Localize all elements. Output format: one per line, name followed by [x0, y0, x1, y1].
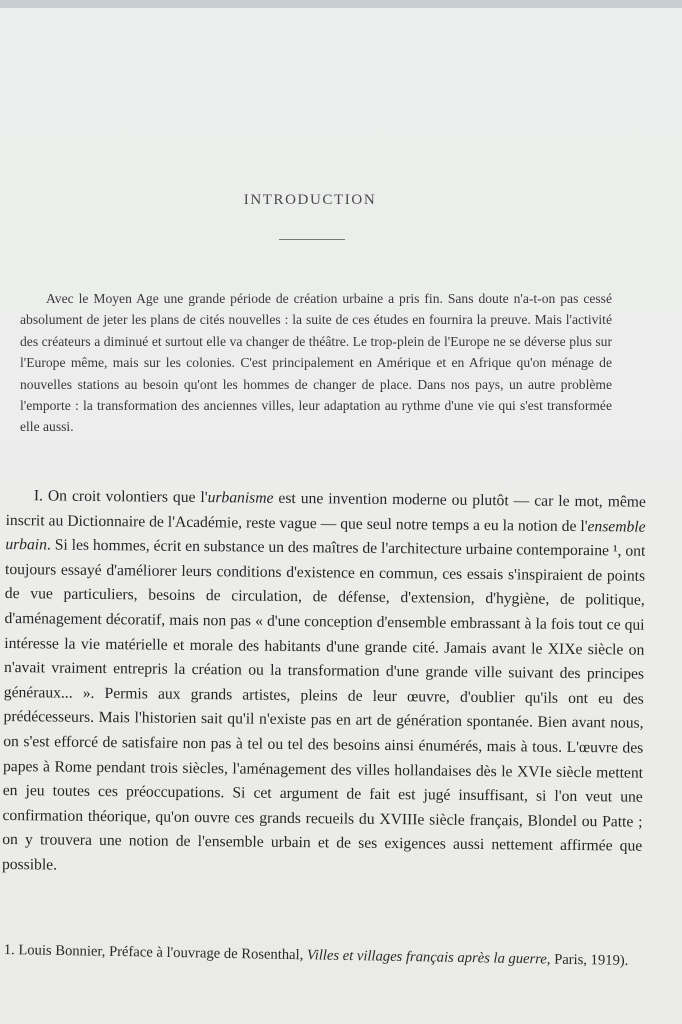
intro-paragraph: Avec le Moyen Age une grande période de création urbaine a pris fin. Sans doute n'a-t-on pas cessé absolument de jeter les plans de cités nouvelles : la suite de ces études en fournira la preuve. Mais l'activité des créateurs a diminué et surtout elle va changer de théâtre. Le trop-plein de l'Europe ne se déverse plus sur l'Europe même, mais sur les colonies. C'est principalement en Amérique et en Afrique qu'on ménage de nouvelles stations au besoin qu'ont les hommes de changer de place. Dans nos pays, un autre problème l'emporte : la transformation des anciennes villes, leur adaptation au rythme d'une vie qui s'est transformée elle aussi. [20, 291, 612, 435]
title-rule [279, 239, 345, 240]
footnote [4, 940, 660, 971]
book-page [0, 8, 682, 1024]
footnote-text-1: 1. Louis Bonnier, Préface à l'ouvrage de Rosenthal, [3, 941, 308, 964]
body-paragraph [2, 484, 646, 884]
body-text-2: est une invention moderne ou plutôt — car le mot, même inscrit au Dictionnaire de l'Académie, reste vague — que seul notre temps a eu la notion de l' [5, 489, 646, 535]
footnote-text-2: , Paris, 1919). [546, 951, 629, 969]
body-italic-urbanisme: urbanisme [207, 489, 274, 507]
body-text-3: . Si les hommes, écrit en substance un des maîtres de l'architecture urbaine contemporaine ¹, ont toujours essayé d'améliorer leurs conditions d'existence en commun, ces essais s'inspiraient de points de vue particuliers, besoins de circulation, de défense, d'extension, d'hygiène, de politique, d'aménagement décoratif, mais non pas « d'une conception d'ensemble embrassant à la fois tout ce qui intéresse la vie matérielle et morale des habitants d'une grande cité. Jamais avant le XIXe siècle on n'avait vraiment entrepris la création ou la transformation d'une grande ville suivant des principes généraux... ». Permis aux grands artistes, pleins de leur œuvre, d'oublier qu'ils ont eu des prédécesseurs. Mais l'historien sait qu'il n'existe pas en art de génération spontanée. Bien avant nous, on s'est efforcé de satisfaire non pas à tel ou tel des besoins ainsi énumérés, mais à tous. L'œuvre des papes à Rome pendant trois siècles, l'aménagement des villes hollandaises dès le XVIe siècle mettent en jeu toutes ces préoccupations. Si cet argument de fait est jugé insuffisant, si l'on veut une confirmation théorique, qu'on ouvre ces grands recueils du XVIIIe siècle français, Blondel ou Patte ; on y trouvera une notion de l'ensemble urbain et de ses exigences aussi nettement affirmée que possible. [1, 536, 646, 874]
page-edge [0, 0, 682, 8]
body-italic-ensemble: ensemble urbain [5, 517, 646, 554]
chapter-title: INTRODUCTION [243, 192, 377, 208]
body-text-1: I. On croit volontiers que l' [33, 487, 208, 507]
footnote-italic-title: Villes et villages français après la guerre [306, 947, 547, 968]
